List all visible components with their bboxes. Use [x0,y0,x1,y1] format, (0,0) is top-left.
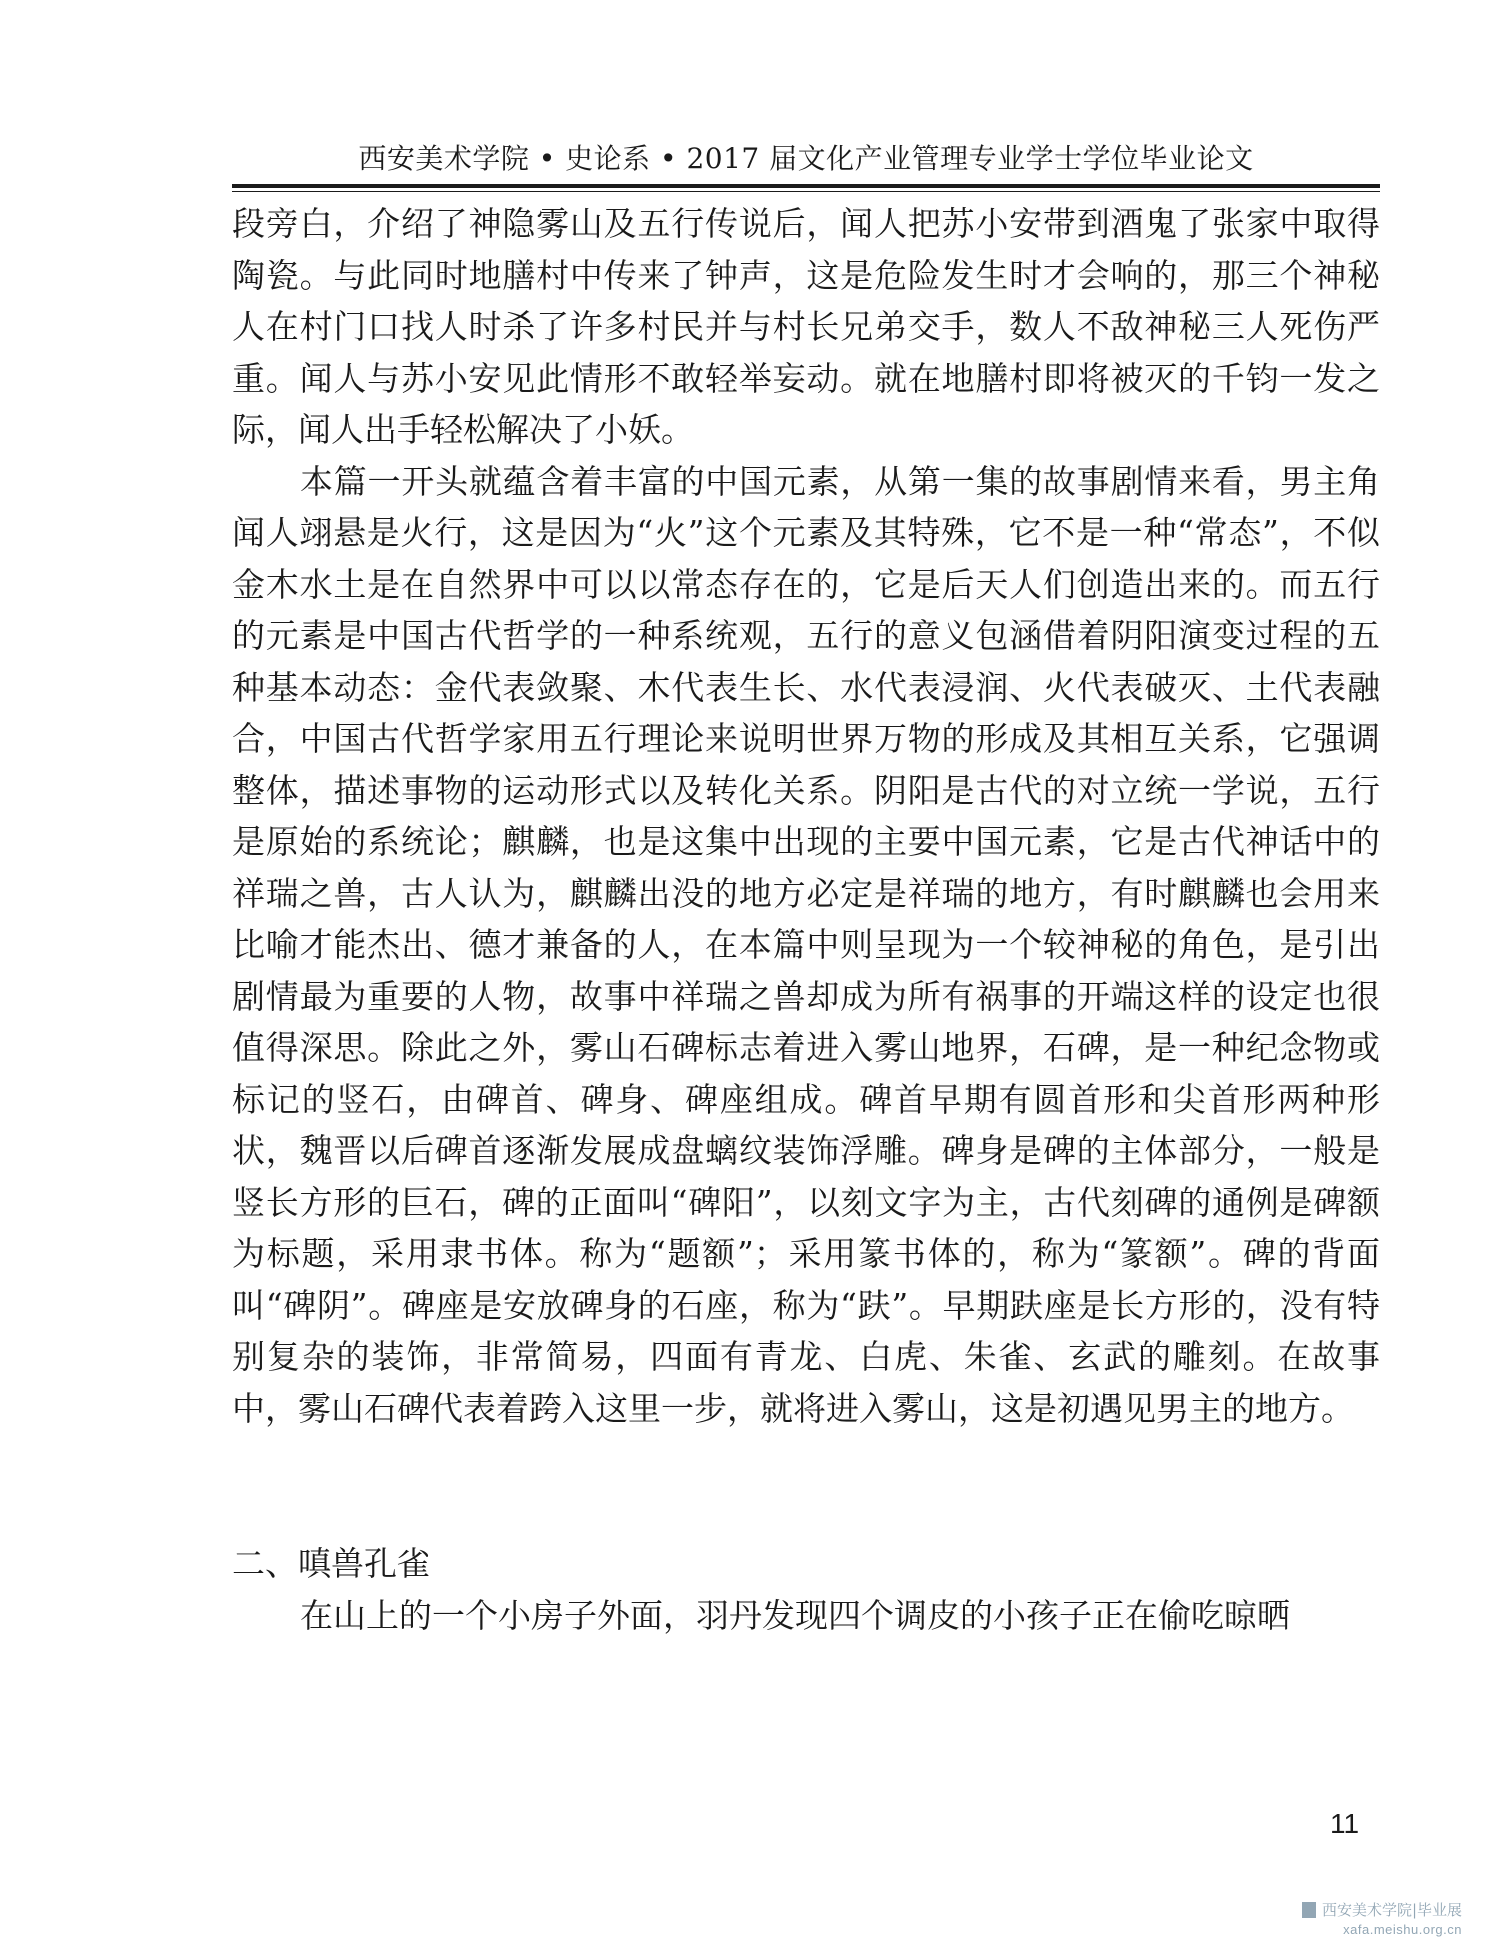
header-rule-thin [232,191,1380,192]
watermark [1302,1900,1462,1940]
body-text [232,198,1380,1641]
paragraph-analysis: 本篇一开头就蕴含着丰富的中国元素，从第一集的故事剧情来看，男主角闻人翊悬是火行，这是因为“火”这个元素及其特殊，它不是一种“常态”，不似金木水土是在自然界中可以以常态存在的，它是后天人们创造出来的。而五行的元素是中国古代哲学的一种系统观，五行的意义包涵借着阴阳演变过程的五种基本动态：金代表敛聚、木代表生长、水代表浸润、火代表破灭、土代表融合，中国古代哲学家用五行理论来说明世界万物的形成及其相互关系，它强调整体，描述事物的运动形式以及转化关系。阴阳是古代的对立统一学说，五行是原始的系统论；麒麟，也是这集中出现的主要中国元素，它是古代神话中的祥瑞之兽，古人认为，麒麟出没的地方必定是祥瑞的地方，有时麒麟也会用来比喻才能杰出、德才兼备的人，在本篇中则呈现为一个较神秘的角色，是引出剧情最为重要的人物，故事中祥瑞之兽却成为所有祸事的开端这样的设定也很值得深思。除此之外，雾山石碑标志着进入雾山地界，石碑，是一种纪念物或标记的竖石，由碑首、碑身、碑座组成。碑首早期有圆首形和尖首形两种形状，魏晋以后碑首逐渐发展成盘螭纹装饰浮雕。碑身是碑的主体部分，一般是竖长方形的巨石，碑的正面叫“碑阳”，以刻文字为主，古代刻碑的通例是碑额为标题，采用隶书体。称为“题额”；采用篆书体的，称为“篆额”。碑的背面叫“碑阴”。碑座是安放碑身的石座，称为“趺”。早期趺座是长方形的，没有特别复杂的装饰，非常简易，四面有青龙、白虎、朱雀、玄武的雕刻。在故事中，雾山石碑代表着跨入这里一步，就将进入雾山，这是初遇见男主的地方。 [232,461,1380,1428]
paragraph-section-start: 在山上的一个小房子外面，羽丹发现四个调皮的小孩子正在偷吃晾晒 [300,1595,1290,1635]
header-rule [232,184,1380,188]
page-header: 西安美术学院 • 史论系 • 2017 届文化产业管理专业学士学位毕业论文 [358,142,1254,175]
watermark-logo-icon [1302,1902,1316,1918]
paragraph-continuation: 段旁白，介绍了神隐雾山及五行传说后，闻人把苏小安带到酒鬼了张家中取得陶瓷。与此同时地膳村中传来了钟声，这是危险发生时才会响的，那三个神秘人在村门口找人时杀了许多村民并与村长兄弟交手，数人不敌神秘三人死伤严重。闻人与苏小安见此情形不敢轻举妄动。就在地膳村即将被灭的千钧一发之际，闻人出手轻松解决了小妖。 [232,204,1380,449]
watermark-url: xafa.meishu.org.cn [1343,1922,1462,1937]
page-number: 11 [1330,1808,1360,1839]
watermark-brand: 西安美术学院|毕业展 [1321,1900,1462,1919]
section-heading: 二、嗔兽孔雀 [232,1544,430,1583]
